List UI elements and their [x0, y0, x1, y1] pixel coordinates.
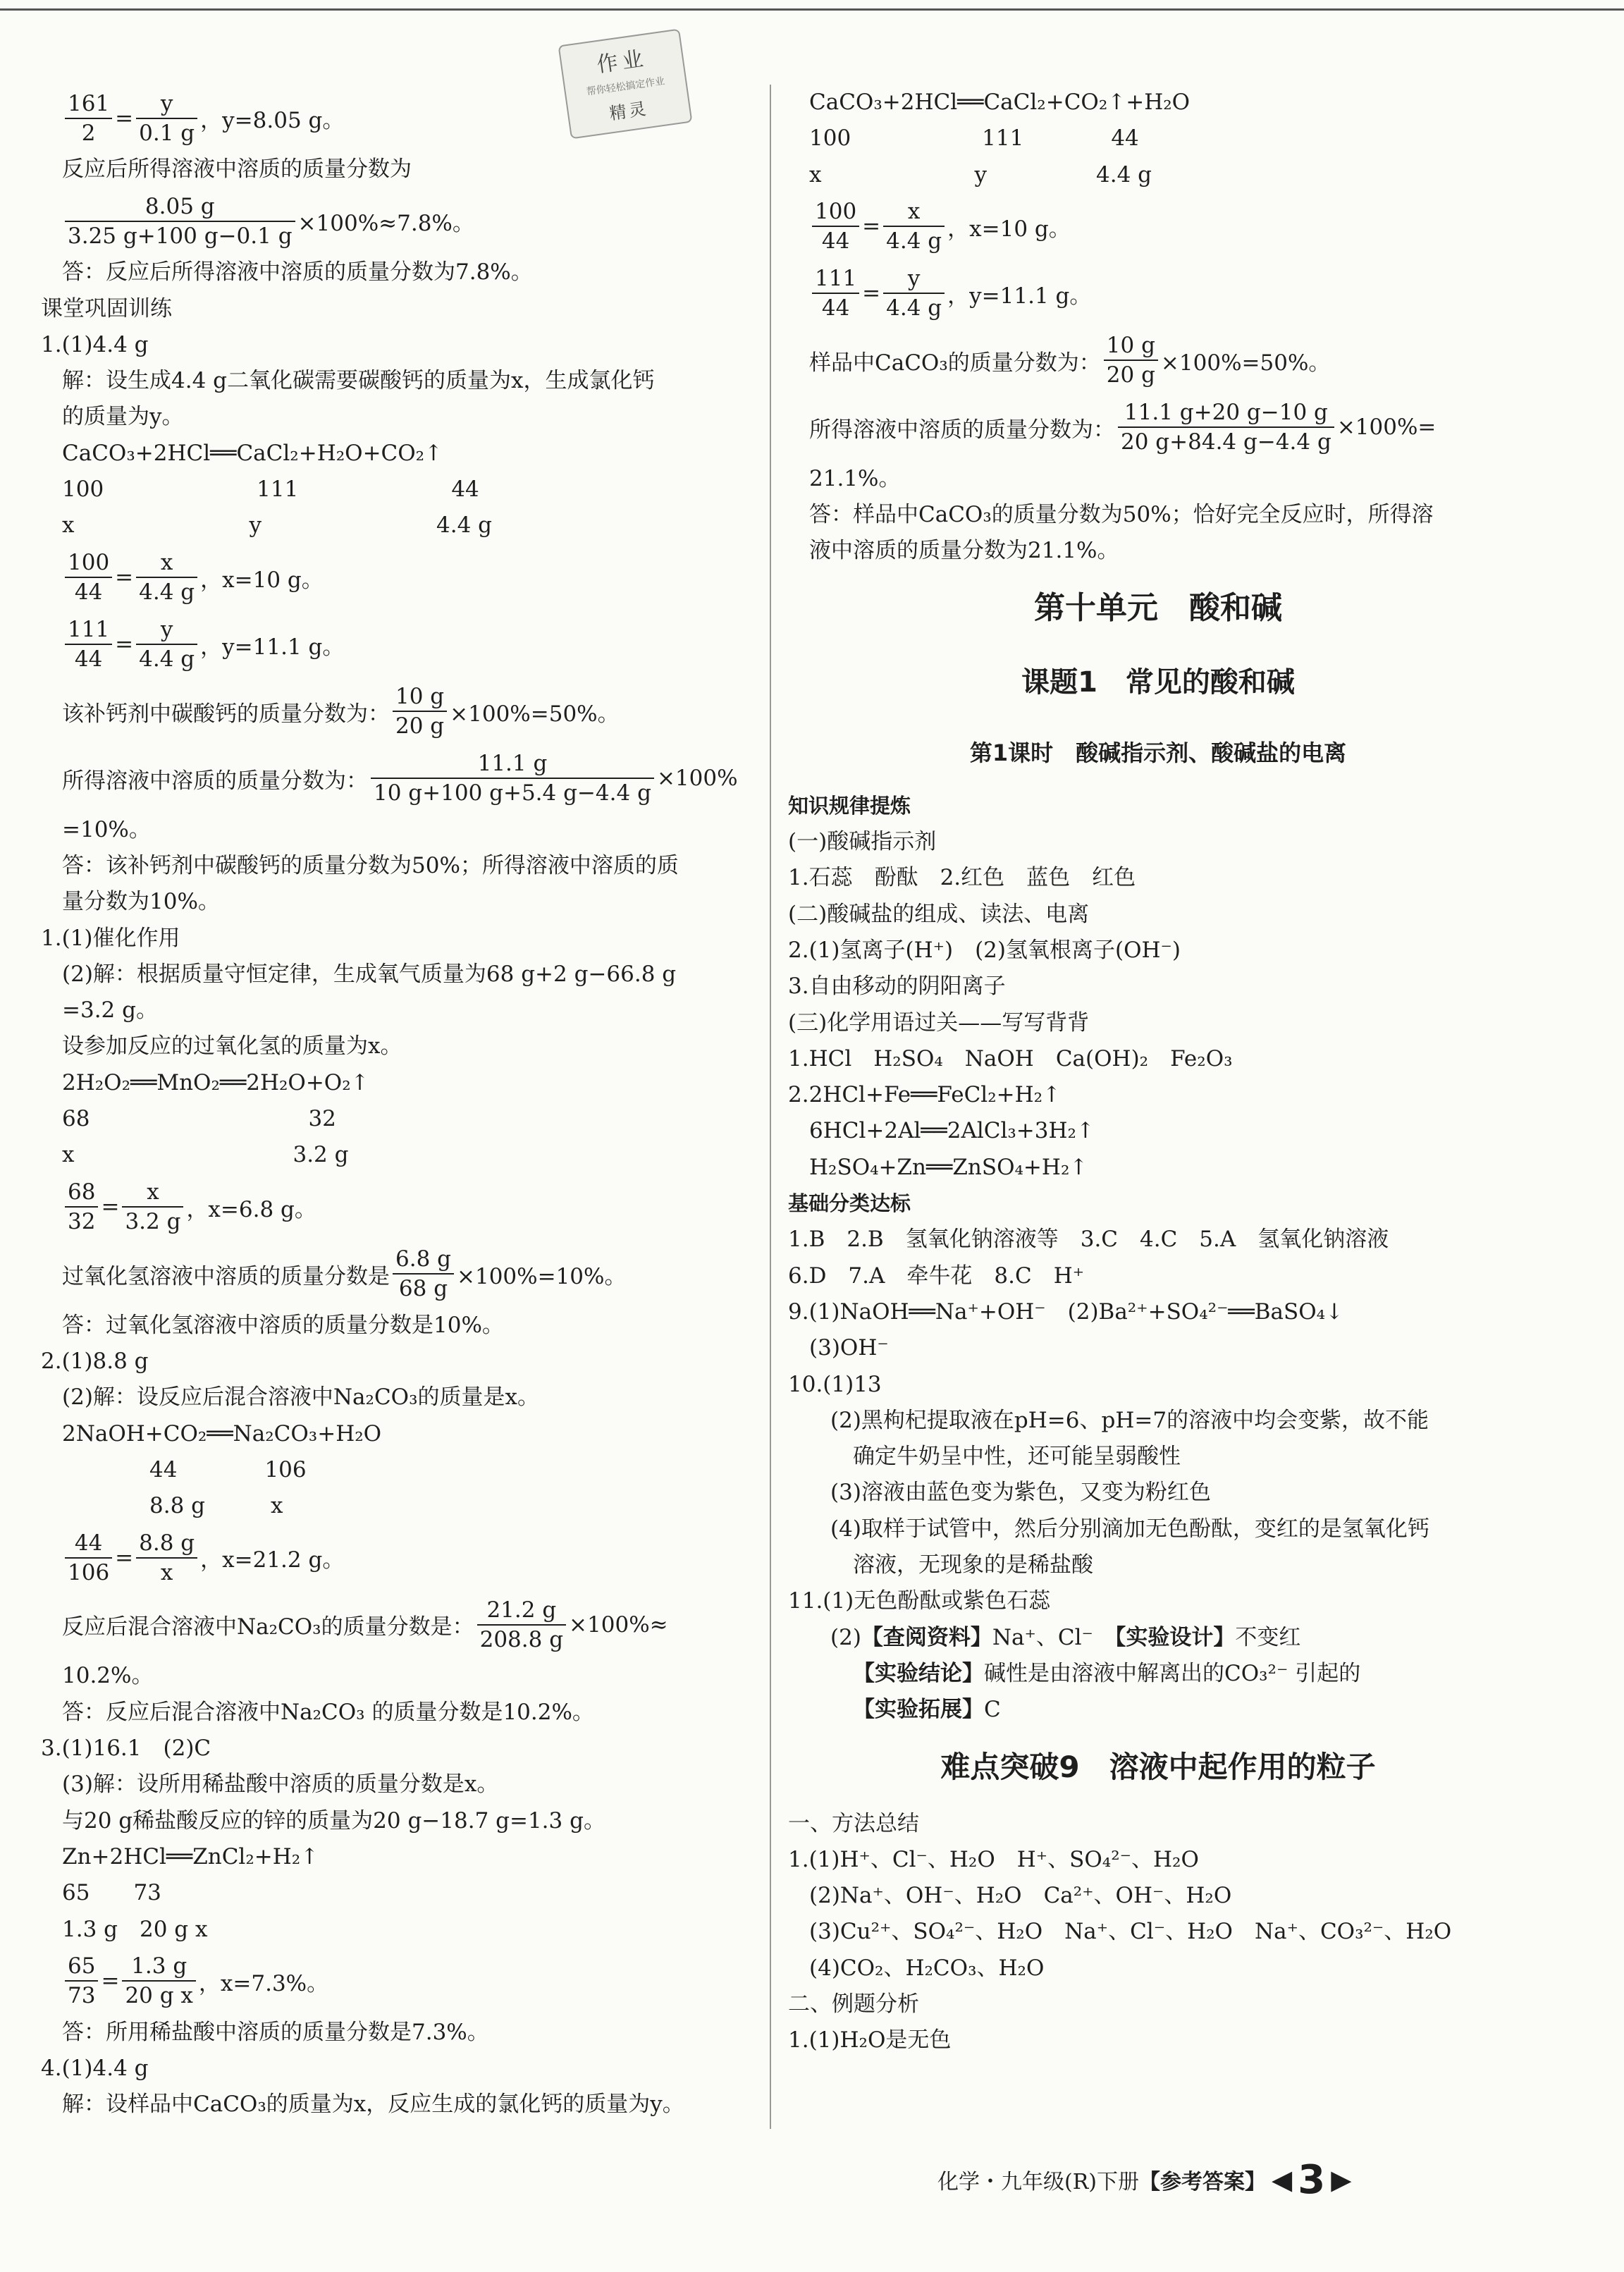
- equation-line: 65 73 = 1.3 g 20 g x ，x=7.3%。: [41, 1948, 753, 2015]
- text-line: 解：设生成4.4 g二氧化碳需要碳酸钙的质量为x，生成氯化钙: [62, 368, 655, 394]
- equation-line: 111 44 = y 4.4 g ，y=11.1 g。: [788, 260, 1528, 327]
- text-line: (三)化学用语过关——写写背背: [788, 1009, 1090, 1036]
- text-line: (2)解：根据质量守恒定律，生成氧气质量为68 g+2 g−66.8 g: [62, 961, 677, 987]
- question-line: 3.(1)16.1 (2)C: [41, 1736, 211, 1762]
- text-line: 溶液，无现象的是稀盐酸: [853, 1552, 1093, 1578]
- equation-line: 样品中CaCO₃的质量分数为： $\frac{10 g}{20 g}$ ×100%=50%。: [809, 333, 1331, 388]
- chemical-equation: 2H₂O₂══MnO₂══2H₂O+O₂↑: [62, 1069, 369, 1095]
- left-column: [41, 85, 753, 2123]
- equation-line: 过氧化氢溶液中溶质的质量分数是 $\frac{6.8 g}{68 g}$ ×100%=10%。: [62, 1246, 627, 1302]
- text-line: 1.3 g 20 g x: [62, 1916, 208, 1942]
- equation-line: 68 32 = x 3.2 g ，x=6.8 g。: [41, 1174, 753, 1241]
- text-line: (3)解：设所用稀盐酸中溶质的质量分数是x。: [62, 1771, 499, 1798]
- lesson-title: 第1课时 酸碱指示剂、酸碱盐的电离: [969, 739, 1347, 766]
- chemical-equation: 2NaOH+CO₂══Na₂CO₃+H₂O: [62, 1420, 382, 1447]
- equation-line: 反应后混合溶液中Na₂CO₃的质量分数是： $\frac{21.2 g}{208.8 g}$ ×100%≈: [62, 1597, 668, 1652]
- text-line: (4)取样于试管中，然后分别滴加无色酚酞，变红的是氢氧化钙: [830, 1516, 1429, 1542]
- chemical-equation: 6HCl+2Al══2AlCl₃+3H₂↑: [809, 1118, 1095, 1144]
- text-line: (2)黑枸杞提取液在pH=6、pH=7的溶液中均会变紫，故不能: [830, 1407, 1429, 1433]
- answer-line: 答：过氧化氢溶液中溶质的质量分数是10%。: [62, 1312, 504, 1338]
- text-line: 6.D 7.A 牵牛花 8.C H⁺: [788, 1263, 1085, 1289]
- text-line: 1.石蕊 酚酞 2.红色 蓝色 红色: [788, 865, 1136, 891]
- text-line: 与20 g稀盐酸反应的锌的质量为20 g−18.7 g=1.3 g。: [62, 1807, 605, 1834]
- question-line: 4.(1)4.4 g: [41, 2056, 149, 2082]
- equation-line: 所得溶液中溶质的质量分数为： $\frac{11.1 g}{10 g+100 g+5.4 g-4.4 g}$ ×100%: [62, 751, 738, 806]
- text-line: 2.(1)氢离子(H⁺) (2)氢氧根离子(OH⁻): [788, 937, 1181, 963]
- answer-line: 答：该补钙剂中碳酸钙的质量分数为50%；所得溶液中溶质的质: [62, 852, 679, 878]
- text-line: (3)Cu²⁺、SO₄²⁻、H₂O Na⁺、Cl⁻、H₂O Na⁺、CO₃²⁻、H₂O: [809, 1919, 1452, 1945]
- answer-line: 答：所用稀盐酸中溶质的质量分数是7.3%。: [62, 2019, 489, 2045]
- question-line: 1.(1)催化作用: [41, 925, 180, 951]
- text-line: (二)酸碱盐的组成、读法、电离: [788, 901, 1090, 927]
- text-line: =10%。: [62, 816, 151, 842]
- text-line: =3.2 g。: [62, 997, 158, 1024]
- text-line: x y 4.4 g: [809, 161, 1152, 188]
- watermark-stamp: 作业 帮你轻松搞定作业 精灵: [558, 29, 693, 140]
- question-line: 1.(1)4.4 g: [41, 331, 149, 357]
- text-line: 11.(1)无色酚酞或紫色石蕊: [788, 1588, 1051, 1614]
- equation-line: 该补钙剂中碳酸钙的质量分数为： $\frac{10 g}{20 g}$ ×100%=50%。: [62, 684, 620, 739]
- next-arrow-icon: ▶: [1331, 2164, 1352, 2195]
- equation-line: 100 44 = x 4.4 g ，x=10 g。: [41, 544, 753, 611]
- right-column: [788, 85, 1528, 2059]
- section-heading: 基础分类达标: [788, 1191, 911, 1216]
- text-line: 10.(1)13: [788, 1371, 882, 1397]
- section-heading: 一、方法总结: [788, 1810, 919, 1836]
- equation-line: 44 106 = 8.8 g x ，x=21.2 g。: [41, 1524, 753, 1591]
- page-number: 3: [1298, 2156, 1326, 2203]
- text-line: x 3.2 g: [62, 1142, 349, 1168]
- text-line: 的质量为y。: [62, 404, 184, 430]
- footer-subject: 化学・九年级(R)下册: [937, 2170, 1139, 2194]
- page-footer: [937, 2156, 1515, 2203]
- answer-line: 答：反应后混合溶液中Na₂CO₃ 的质量分数是10.2%。: [62, 1699, 594, 1725]
- text-line: 1.B 2.B 氢氧化钠溶液等 3.C 4.C 5.A 氢氧化钠溶液: [788, 1227, 1389, 1253]
- answer-line: 量分数为10%。: [62, 889, 220, 915]
- text-line: 【实验结论】碱性是由溶液中解离出的CO₃²⁻ 引起的: [853, 1660, 1361, 1686]
- text-line: 【实验拓展】C: [853, 1697, 1001, 1723]
- chemical-equation: 2.2HCl+Fe══FeCl₂+H₂↑: [788, 1082, 1062, 1108]
- section-heading: 二、例题分析: [788, 1991, 919, 2017]
- chemical-equation: H₂SO₄+Zn══ZnSO₄+H₂↑: [809, 1154, 1088, 1180]
- text-line: 确定牛奶呈中性，还可能呈弱酸性: [853, 1444, 1181, 1470]
- answer-line: 答：样品中CaCO₃的质量分数为50%；恰好完全反应时，所得溶: [809, 502, 1434, 528]
- text-line: 1.(1)H⁺、Cl⁻、H₂O H⁺、SO₄²⁻、H₂O: [788, 1846, 1199, 1872]
- text-line: (2)解：设反应后混合溶液中Na₂CO₃的质量是x。: [62, 1384, 539, 1411]
- text-line: 3.自由移动的阴阳离子: [788, 974, 1006, 1000]
- equation-line: 161 2 = y 0.1 g ，y=8.05 g。: [41, 85, 753, 152]
- top-rule: [0, 8, 1624, 11]
- equation-line: 111 44 = y 4.4 g ，y=11.1 g。: [41, 611, 753, 678]
- text-line: x y 4.4 g: [62, 512, 492, 539]
- equation-line: 所得溶液中溶质的质量分数为： $\frac{11.1 g+20 g-10 g}{20 g+84.4 g-4.4 g}$ ×100%=: [809, 400, 1437, 455]
- text-line: 1.HCl H₂SO₄ NaOH Ca(OH)₂ Fe₂O₃: [788, 1045, 1233, 1071]
- text-line: (3)OH⁻: [809, 1335, 889, 1361]
- text-line: 解：设样品中CaCO₃的质量为x，反应生成的氯化钙的质量为y。: [62, 2092, 684, 2118]
- question-line: 2.(1)8.8 g: [41, 1348, 149, 1374]
- answer-line: 液中溶质的质量分数为21.1%。: [809, 538, 1119, 564]
- text-line: 21.1%。: [809, 465, 901, 491]
- equation-line: $\frac{8.05 g}{3.25 g+100 g-0.1 g}$ ×100%≈7.8%。: [41, 188, 753, 254]
- equation-line: 100 44 = x 4.4 g ，x=10 g。: [788, 193, 1528, 260]
- text-line: (4)CO₂、H₂CO₃、H₂O: [809, 1955, 1045, 1981]
- footer-tag: 【参考答案】: [1139, 2170, 1266, 2194]
- section-heading: 课堂巩固训练: [41, 295, 172, 321]
- text-line: (3)溶液由蓝色变为紫色，又变为粉红色: [830, 1480, 1211, 1506]
- text-line: 44 106: [62, 1456, 307, 1482]
- text-line: (一)酸碱指示剂: [788, 829, 937, 855]
- text-line: 100 111 44: [809, 125, 1139, 152]
- column-divider: [770, 85, 771, 2129]
- section-heading: 知识规律提炼: [788, 793, 911, 818]
- hard-point-title: 难点突破9 溶液中起作用的粒子: [940, 1749, 1376, 1784]
- text-line: (2)Na⁺、OH⁻、H₂O Ca²⁺、OH⁻、H₂O: [809, 1883, 1232, 1909]
- text-line: 1.(1)H₂O是无色: [788, 2027, 952, 2053]
- chemical-equation: CaCO₃+2HCl══CaCl₂+H₂O+CO₂↑: [62, 440, 443, 466]
- chemical-equation: Zn+2HCl══ZnCl₂+H₂↑: [62, 1843, 319, 1869]
- text-line: 10.2%。: [62, 1663, 154, 1689]
- text-line: 8.8 g x: [62, 1493, 283, 1519]
- unit-title: 第十单元 酸和碱: [1034, 589, 1282, 626]
- answer-line: 答：反应后所得溶液中溶质的质量分数为7.8%。: [62, 259, 533, 285]
- text-line: 9.(1)NaOH══Na⁺+OH⁻ (2)Ba²⁺+SO₄²⁻══BaSO₄↓: [788, 1298, 1344, 1325]
- text-line: 65 73: [62, 1880, 161, 1906]
- text-line: 设参加反应的过氧化氢的质量为x。: [62, 1033, 402, 1060]
- topic-title: 课题1 常见的酸和碱: [1021, 665, 1295, 699]
- text-line: 100 111 44: [62, 477, 479, 503]
- text-line: 68 32: [62, 1106, 336, 1132]
- text-line: 反应后所得溶液中溶质的质量分数为: [62, 156, 412, 182]
- prev-arrow-icon: ◀: [1272, 2164, 1293, 2195]
- chemical-equation: CaCO₃+2HCl══CaCl₂+CO₂↑+H₂O: [809, 90, 1191, 115]
- text-line: (2)【查阅资料】Na⁺、Cl⁻ 【实验设计】不变红: [830, 1624, 1301, 1650]
